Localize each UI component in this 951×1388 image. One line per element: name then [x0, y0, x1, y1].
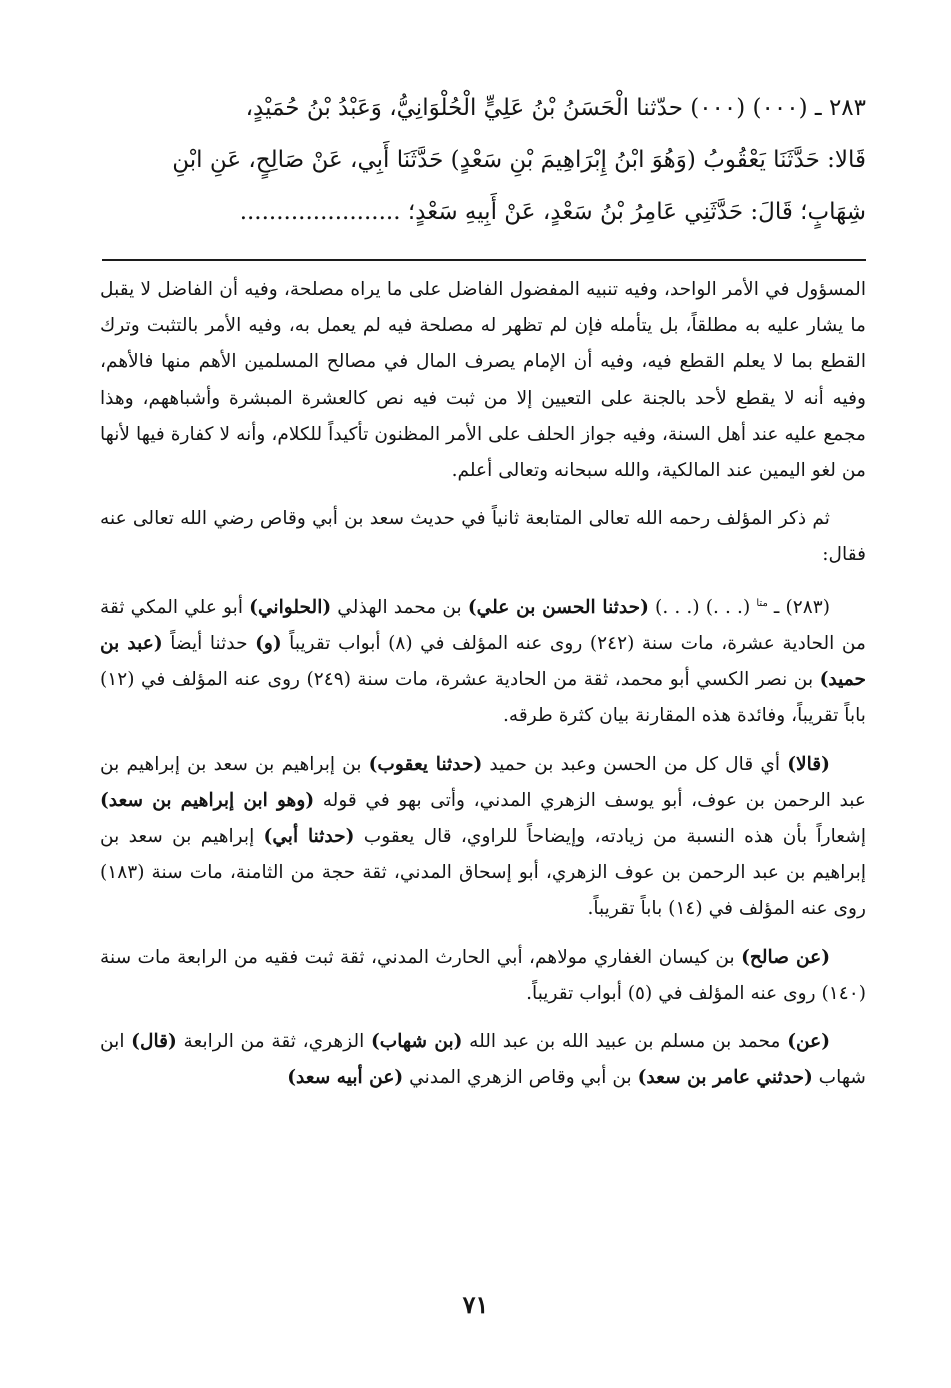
hadith-line-1: ٢٨٣ ـ (٠٠٠) (٠٠٠) حدّثنا الْحَسَنُ بْنُ عَلِيٍّ الْحُلْوَانِيُّ، وَعَبْدُ بْنُ حُمَيْدٍ،: [245, 95, 866, 121]
commentary-paragraph-3: [100, 586, 866, 735]
bold-quote: (بن شهاب): [370, 1031, 463, 1053]
paragraph-text: إبراهيم بن سعد بن إبراهيم بن عبد الرحمن بن عوف الزهري، أبو إسحاق المدني، ثقة حجة من الثامنة، مات سنة (١٨٣) روى عنه المؤلف في (١٤) باباً تقريباً.: [100, 826, 866, 920]
bold-quote: (عن صالح): [741, 946, 830, 968]
commentary-paragraph-5: [100, 940, 866, 1012]
commentary-paragraph-2: ثم ذكر المؤلف رحمه الله تعالى المتابعة ثانياً في حديث سعد بن أبي وقاص رضي الله تعالى عنه فقال:: [100, 508, 866, 566]
bold-quote: (و): [255, 633, 282, 655]
paragraph-text: (٢٨٣) ـ: [767, 596, 831, 618]
commentary-paragraph-6: [100, 1024, 866, 1096]
hadith-text: [100, 82, 866, 238]
paragraph-text: محمد بن مسلم بن عبيد الله بن عبد الله: [462, 1031, 788, 1053]
hadith-line-2: قَالا: حَدَّثَنَا يَعْقُوبُ (وَهُوَ ابْنُ إِبْرَاهِيمَ بْنِ سَعْدٍ) حَدَّثَنَا أَبِي، عَنْ صَالِحٍ، عَنِ ابْنِ: [172, 147, 866, 173]
paragraph-text: بن نصر الكسي أبو محمد، ثقة من الحادية عشرة، مات سنة (٢٤٩) روى عنه المؤلف في (١٢) باباً تقريباً، وفائدة هذه المقارنة بيان كثرة طرقه.: [100, 669, 866, 727]
paragraph-text: (. . .) (. . .): [648, 596, 757, 618]
bold-quote: (قال): [131, 1031, 177, 1053]
bold-quote: (وهو ابن إبراهيم بن سعد): [100, 789, 315, 811]
paragraph-text: إشعاراً بأن هذه النسبة من زيادته، وإيضاحاً للراوي، قال يعقوب: [354, 826, 866, 848]
paragraph-text: بن محمد الهذلي: [331, 596, 468, 618]
commentary-paragraph-1: المسؤول في الأمر الواحد، وفيه تنبيه المفضول الفاضل على ما يراه مصلحة، وفيه أن الفاضل لا يقبل ما يشار عليه به مطلقاً، بل يتأمله فإن لم تظهر له مصلحة فيه لم يعمل به، وفيه الأمر بالتثبت وترك القطع بما لا يعلم القطع فيه، وفيه أن الإمام يصرف المال في مصالح المسلمين الأهم منها فالأهم، وفيه أنه لا يقطع لأحد بالجنة على التعيين إلا من ثبت فيه نص كالعشرة المبشرة وأشباههم، وهذا مجمع عليه عند أهل السنة، وفيه جواز الحلف على الأمر المظنون تأكيداً للكلام، وأنه لا كفارة فيها لأنها من لغو اليمين عند المالكية، والله سبحانه وتعالى أعلم.: [100, 279, 866, 482]
bold-quote: (حدثنا يعقوب): [368, 753, 483, 775]
bold-quote: (عبد بن حميد): [100, 633, 866, 691]
paragraph-text: الزهري، ثقة من الرابعة: [176, 1031, 371, 1053]
paragraph-text: بن كيسان الغفاري مولاهم، أبي الحارث المدني، ثقة ثبت فقيه من الرابعة مات سنة (١٤٠) روى عنه المؤلف في (٥) أبواب تقريباً.: [100, 946, 866, 1004]
paragraph-text: أبو علي المكي ثقة من الحادية عشرة، مات سنة (٢٤٢) روى عنه المؤلف في (٨) أبواب تقريباً: [100, 596, 866, 655]
bold-quote: (حدثنا أبي): [263, 826, 355, 848]
bold-quote: (حدثني عامر بن سعد): [637, 1067, 813, 1089]
hadith-line-3: شِهَابٍ؛ قَالَ: حَدَّثَنِي عَامِرُ بْنُ سَعْدٍ، عَنْ أَبِيهِ سَعْدٍ؛ ......................: [239, 199, 866, 225]
paragraph-text: بن أبي وقاص الزهري المدني: [403, 1067, 638, 1089]
page-number: ٧١: [462, 1290, 489, 1319]
paragraph-text: ابن شهاب: [100, 1031, 866, 1089]
symbol-mark: متا: [756, 597, 768, 609]
bold-quote: (الحلواني): [249, 596, 332, 618]
bold-quote: (حدثنا الحسن بن علي): [467, 596, 649, 618]
separator-rule: [102, 259, 866, 261]
paragraph-text: حدثنا أيضاً: [162, 633, 256, 655]
commentary: [100, 272, 866, 1096]
bold-quote: (عن أبيه سعد): [287, 1067, 404, 1089]
bold-quote: (عن): [787, 1031, 831, 1053]
paragraph-text: أي قال كل من الحسن وعبد بن حميد: [482, 753, 788, 775]
bold-quote: (قالا): [787, 753, 830, 775]
commentary-paragraph-4: [100, 747, 866, 928]
paragraph-text: بن إبراهيم بن سعد بن إبراهيم بن عبد الرحمن بن عوف، أبو يوسف الزهري المدني، وأتى بهو في قوله: [100, 753, 866, 811]
